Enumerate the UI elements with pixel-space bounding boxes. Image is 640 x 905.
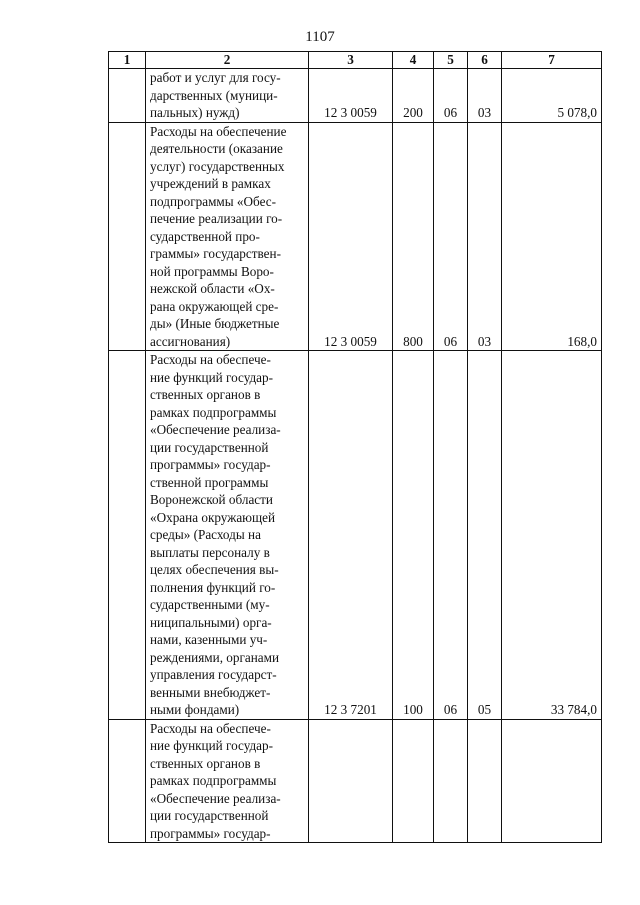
column-header: 7 bbox=[502, 52, 602, 69]
column-header: 1 bbox=[109, 52, 146, 69]
amount-cell: 5 078,0 bbox=[502, 69, 602, 123]
table-row bbox=[109, 351, 602, 720]
column-header: 5 bbox=[434, 52, 468, 69]
row-index-cell bbox=[109, 719, 146, 843]
table-row bbox=[109, 69, 602, 123]
page-number: 1107 bbox=[305, 29, 335, 45]
subsection-cell: 03 bbox=[468, 69, 502, 123]
header-row bbox=[109, 52, 602, 69]
column-header: 3 bbox=[309, 52, 393, 69]
description-cell: Расходы на обеспече- ние функций государ- ственных органов в рамках подпрограммы «Обеспечение реализа- ции государственной программы» государ- ственной программы Воронежской области «Охрана окружающей среды» (Расходы на выплаты персоналу в целях обеспечения вы- полнения функций го- сударственными (му- ниципальными) орга- нами, казенными уч- реждениями, органами управления государст- венными внебюджет- ными фондами) bbox=[146, 351, 309, 720]
row-index-cell bbox=[109, 122, 146, 351]
column-header: 4 bbox=[393, 52, 434, 69]
section-cell: 06 bbox=[434, 69, 468, 123]
amount-cell: 168,0 bbox=[502, 122, 602, 351]
expense-type-cell: 100 bbox=[393, 351, 434, 720]
description-cell: Расходы на обеспечение деятельности (оказание услуг) государственных учреждений в рамках подпрограммы «Обес- печение реализации го- сударственной про- граммы» государствен- ной программы Воро- нежской области «Ох- рана окружающей сре- ды» (Иные бюджетные ассигнования) bbox=[146, 122, 309, 351]
column-header: 6 bbox=[468, 52, 502, 69]
expense-type-cell: 800 bbox=[393, 122, 434, 351]
target-code-cell bbox=[309, 719, 393, 843]
target-code-cell: 12 3 7201 bbox=[309, 351, 393, 720]
row-index-cell bbox=[109, 69, 146, 123]
description-cell: Расходы на обеспече- ние функций государ- ственных органов в рамках подпрограммы «Обеспечение реализа- ции государственной программы» государ- bbox=[146, 719, 309, 843]
table-row bbox=[109, 122, 602, 351]
section-cell: 06 bbox=[434, 122, 468, 351]
amount-cell bbox=[502, 719, 602, 843]
section-cell: 06 bbox=[434, 351, 468, 720]
expense-type-cell: 200 bbox=[393, 69, 434, 123]
column-header: 2 bbox=[146, 52, 309, 69]
target-code-cell: 12 3 0059 bbox=[309, 122, 393, 351]
section-cell bbox=[434, 719, 468, 843]
target-code-cell: 12 3 0059 bbox=[309, 69, 393, 123]
description-cell: работ и услуг для госу- дарственных (муници- пальных) нужд) bbox=[146, 69, 309, 123]
budget-table bbox=[108, 51, 602, 843]
row-index-cell bbox=[109, 351, 146, 720]
amount-cell: 33 784,0 bbox=[502, 351, 602, 720]
subsection-cell: 03 bbox=[468, 122, 502, 351]
subsection-cell: 05 bbox=[468, 351, 502, 720]
table-row bbox=[109, 719, 602, 843]
subsection-cell bbox=[468, 719, 502, 843]
expense-type-cell bbox=[393, 719, 434, 843]
